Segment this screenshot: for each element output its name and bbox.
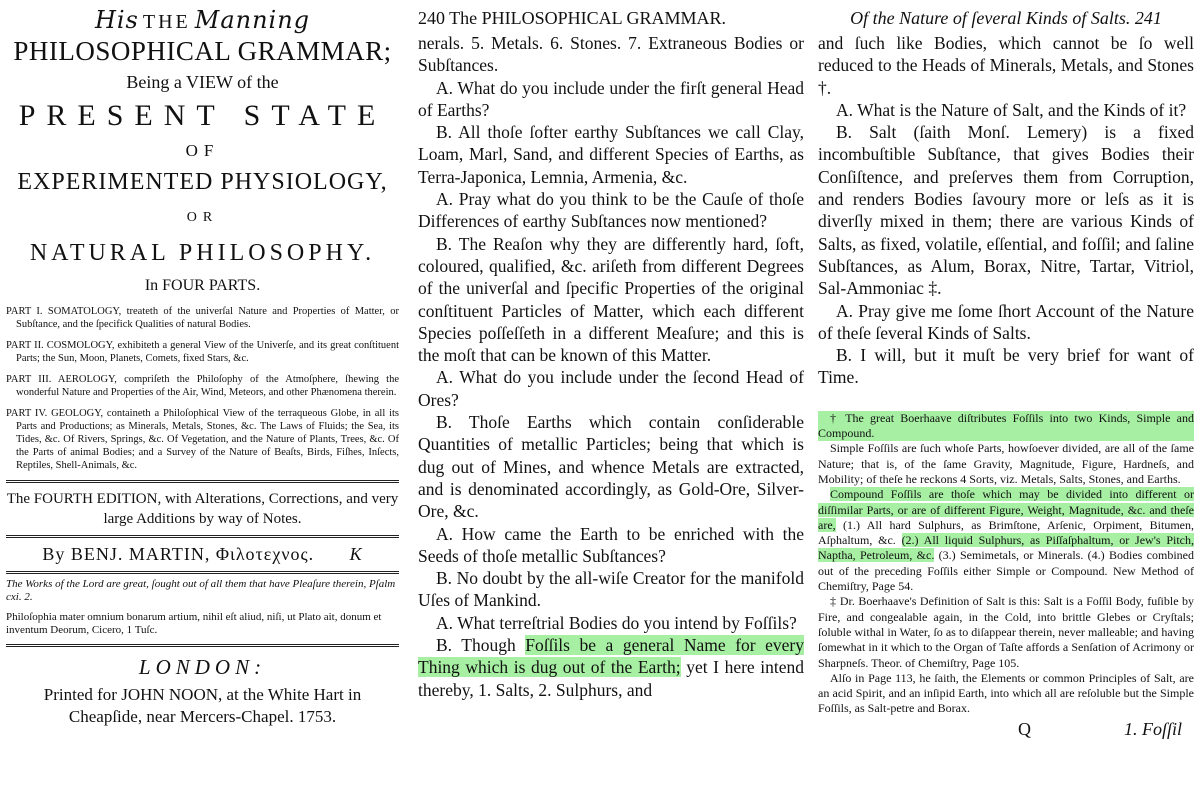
motto-psalm: The Works of the Lord are great, ſought out of all them that have Pleaſure therein, Pſalm cxi. 2.: [6, 578, 396, 603]
london-imprint: LONDON:: [138, 655, 267, 679]
or-line: OR: [186, 210, 219, 225]
book-title: PHILOSOPHICAL GRAMMAR;: [13, 36, 392, 66]
mottos: [6, 578, 399, 637]
text-run: yet I here intend thereby, 1. Salts, 2. Sulphurs, and: [418, 657, 804, 700]
footnote-simple: Simple Foſſils are ſuch whoſe Parts, howſoever divided, are all of the ſame Nature; that is, of the ſame Gravity, Magnitude, Figure, Hardneſs, and Mobility; of theſe he reckons 4 Sorts, viz. Metals, Salts, Stones, and Earths.: [818, 441, 1194, 486]
paragraph: A. Pray what do you think to be the Cauſe of thoſe Differences of earthy Subſtances now mentioned?: [418, 189, 804, 232]
signature-mark: Q: [1018, 718, 1031, 739]
paragraph: A. What is the Nature of Salt, and the Kinds of it?: [836, 99, 1187, 120]
footnotes: [818, 411, 1194, 717]
page-241: [812, 0, 1200, 789]
title-line: [6, 6, 399, 34]
of-line: OF: [185, 141, 220, 160]
signature-prefix: His: [94, 6, 139, 34]
paragraph: B. All thoſe ſofter earthy Subſtances we call Clay, Loam, Marl, Sand, and different Species of Earths, as Terra-Japonica, Lemnia, Armenia, &c.: [418, 122, 804, 187]
part-item: PART I. SOMATOLOGY, treateth of the univerſal Nature and Properties of Matter, or Subſtance, and the ſpecifick Qualities of natural Bodies.: [6, 306, 399, 330]
highlighted-text: (2.) All liquid Sulphurs, as Piſſaſphaltum, or Jew's Pitch, Naptha, Petroleum, &c.: [818, 533, 1194, 563]
part-item: PART III. AEROLOGY, compriſeth the Philoſophy of the Atmoſphere, ſhewing the wonderful Nature and Properties of the Air, Wind, Meteors, and other Phænomena therein.: [6, 374, 399, 398]
motto-cicero: Philoſophia mater omnium bonarum artium, nihil eſt aliud, niſi, ut Plato ait, donum et inventum Deorum, Cicero, 1 Tuſc.: [6, 611, 382, 636]
paragraph: B. Salt (ſaith Monſ. Lemery) is a fixed incombuſtible Subſtance, that gives Bodies their Conſiſtence, and preſerves them from Corruption, and renders Bodies ſavoury more or leſs as it is diverſly mixed in them; there are various Kinds of Salts, as fixed, volatile, eſſential, and foſſil; and ſaline Subſtances, as Alum, Borax, Nitre, Tartar, Vitriol, Sal-Ammoniac ‡.: [818, 122, 1194, 299]
title-page: [0, 0, 405, 789]
signature-name: Manning: [194, 6, 311, 34]
natural-philosophy: NATURAL PHILOSOPHY.: [29, 240, 376, 266]
text-run: B. Though: [436, 635, 526, 656]
experimented-physiology: EXPERIMENTED PHYSIOLOGY,: [17, 169, 388, 195]
page-241-text: [818, 32, 1194, 389]
running-head-241: Of the Nature of ſeveral Kinds of Salts. 241: [850, 8, 1162, 28]
paragraph: A. What terreſtrial Bodies do you intend by Foſſils?: [436, 612, 797, 633]
page-240: [412, 0, 808, 789]
edition-line: The FOURTH EDITION, with Alterations, Corrections, and very large Additions by way of Notes.: [6, 491, 399, 527]
divider: [6, 480, 399, 483]
the-word: THE: [142, 11, 191, 33]
text-run: (1.) All hard Sulphurs, as Brimſtone, Arſenic, Orpiment, Bitumen, Aſphaltum, &c.: [818, 517, 1194, 548]
author-line: [6, 544, 399, 565]
paragraph: B. Thoſe Earths which contain conſiderable Quantities of metallic Particles; being that which is dug out of Mines, and whence Metals are extracted, and is denominated accordingly, as Gold-Ore, Silver-Ore, &c.: [418, 412, 804, 522]
paragraph: A. What do you include under the ſecond Head of Ores?: [418, 367, 804, 410]
footnote-principles: Alſo in Page 113, he ſaith, the Elements or common Principles of Salt, are an acid Spirit, and an inſipid Earth, into which all are reſoluble but the Simple Foſſils, as Salt-petre and Borax.: [818, 670, 1194, 716]
catchword: 1. Foſſil: [1124, 718, 1182, 739]
paragraph: and ſuch like Bodies, which cannot be ſo well reduced to the Heads of Minerals, Metals, and Stones †.: [818, 33, 1194, 98]
paragraph: A. What do you include under the firſt general Head of Earths?: [418, 77, 804, 120]
part-item: PART IV. GEOLOGY, containeth a Philoſophical View of the terraqueous Globe, in all its Parts and Productions; as Minerals, Metals, Stones, &c. The Laws of Fluids; the Sea, its Tides, &c. Of Rivers, Springs, &c. Of Vegetation, and the Nature of Plants, Trees, &c. Of the Parts of animal Bodies; and a Survey of the Nature of Beaſts, Birds, Fiſhes, Inſects, Reptiles, Shell-Animals, &c.: [6, 408, 399, 471]
author-name: By BENJ. MARTIN, Φιλοτεχνος.: [42, 544, 315, 564]
paragraph: B. I will, but it muſt be very brief for want of Time.: [818, 345, 1194, 388]
footnote-dagger: † The great Boerhaave diſtributes Foſſils into two Kinds, Simple and Compound.: [818, 410, 1194, 441]
being-line: Being a VIEW of the: [126, 72, 279, 92]
paragraph: B. The Reaſon why they are differently hard, ſoft, coloured, qualified, &c. ariſeth from different Degrees of the univerſal and ſpecific Properties of the original conſtituent Particles of Matter, which each different Species poſſeſſeth in a different Meaſure; and this is the moſt that can be known of this Matter.: [418, 233, 804, 366]
paragraph: B. No doubt by the all-wiſe Creator for the manifold Uſes of Mankind.: [418, 568, 804, 611]
printer-line: Printed for JOHN NOON, at the White Hart in Cheapſide, near Mercers-Chapel. 1753.: [43, 685, 362, 726]
catchword-line: [818, 719, 1194, 740]
highlighted-text: Foſſils be a general Name for every Thing which is dug out of the Earth;: [418, 635, 804, 678]
footnote-salt-definition: ‡ Dr. Boerhaave's Definition of Salt is this: Salt is a Foſſil Body, fuſible by Fire, and congealable again, in the Cold, into brittle Glebes or Cryſtals; ſoluble withal in Water, ſo as to diſappear therein, never malleable; and having ſomewhat in it which to the Organ of Taſte affords a Senſation of Acrimony or Sharpneſs. Theor. of Chemiſtry, Page 105.: [818, 594, 1194, 670]
paragraph: A. Pray give me ſome ſhort Account of the Nature of theſe ſeveral Kinds of Salts.: [818, 300, 1194, 343]
author-mark: K: [349, 544, 363, 564]
parts-list: [6, 305, 399, 472]
paragraph-fossils: [418, 634, 804, 701]
part-item: PART II. COSMOLOGY, exhibiteth a general View of the Univerſe, and its great conſtituent Parts; the Sun, Moon, Planets, Comets, fixed Stars, &c.: [6, 340, 399, 364]
running-head-240: 240 The PHILOSOPHICAL GRAMMAR.: [418, 8, 727, 28]
divider: [6, 644, 399, 647]
highlighted-text: Compound Foſſils are thoſe which may be divided into different or diſſimilar Parts, or are of different Figure, Weight, Magnitude, &c. and theſe are,: [818, 487, 1194, 532]
text-run: (3.) Semimetals, or Minerals. (4.) Bodies combined out of the preceding Foſſils either Simple or Compound. New Method of Chemiſtry, Page 54.: [818, 548, 1194, 594]
four-parts: In FOUR PARTS.: [144, 277, 261, 294]
divider: [6, 571, 399, 574]
paragraph: nerals. 5. Metals. 6. Stones. 7. Extraneous Bodies or Subſtances.: [418, 33, 804, 76]
divider: [6, 535, 399, 538]
footnote-compound: [818, 487, 1194, 594]
paragraph: A. How came the Earth to be enriched with the Seeds of thoſe metallic Subſtances?: [418, 523, 804, 566]
present-state: PRESENT STATE: [18, 99, 387, 132]
page-240-text: [418, 32, 804, 701]
